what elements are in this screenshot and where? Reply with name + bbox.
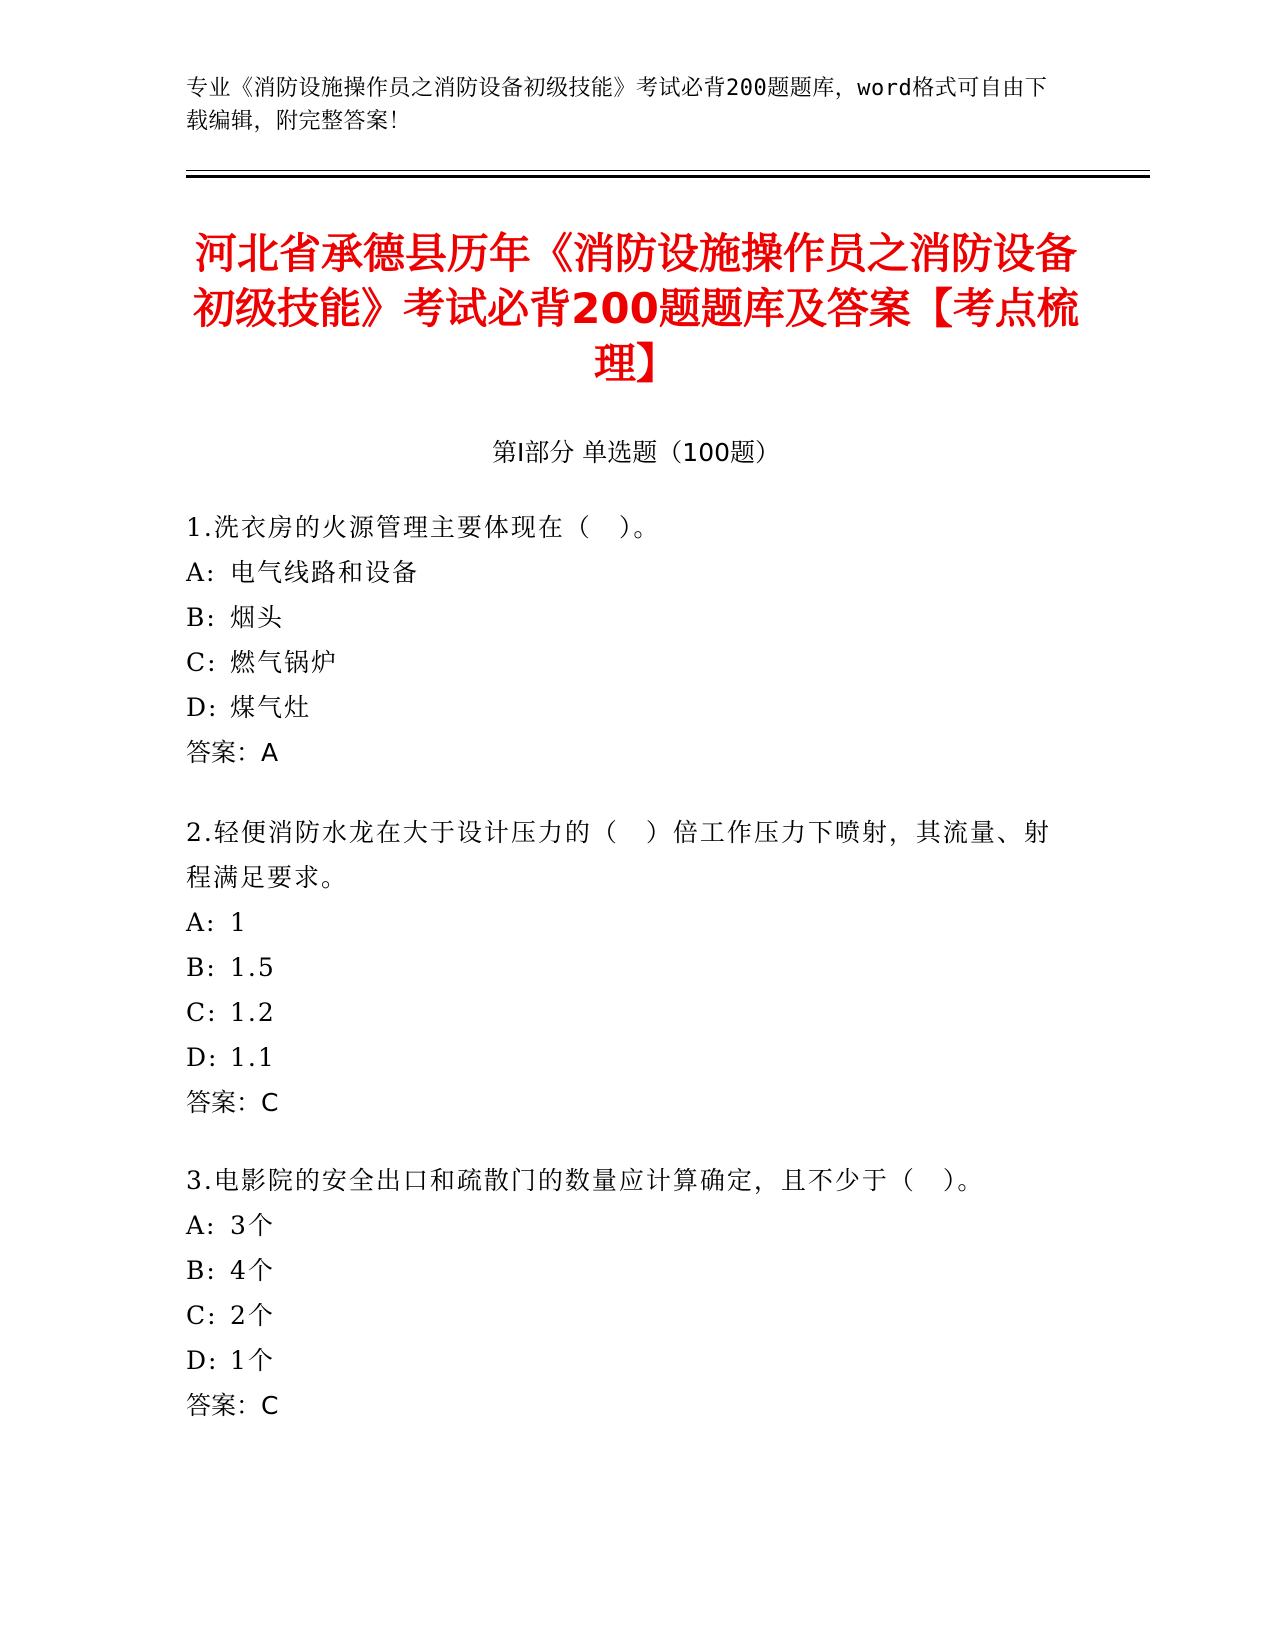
option-key: D: bbox=[186, 693, 219, 722]
option-text: 燃气锅炉 bbox=[230, 648, 339, 677]
option-a bbox=[186, 550, 1066, 595]
answer-line: 答案：A bbox=[186, 738, 279, 767]
option-key: A: bbox=[186, 558, 217, 587]
option-text: 煤气灶 bbox=[230, 693, 312, 722]
option-d bbox=[186, 1338, 1066, 1383]
document-title: 河北省承德县历年《消防设施操作员之消防设备初级技能》考试必背200题题库及答案【考点梳理】 bbox=[193, 229, 1079, 388]
option-key: B: bbox=[186, 953, 217, 982]
option-text: 1个 bbox=[230, 1346, 275, 1375]
answer-line: 答案：C bbox=[186, 1391, 279, 1420]
option-text: 1.2 bbox=[230, 998, 276, 1027]
option-text: 1.1 bbox=[230, 1043, 276, 1072]
option-c bbox=[186, 990, 1066, 1035]
option-c bbox=[186, 640, 1066, 685]
question-3 bbox=[186, 1158, 1066, 1428]
option-text: 2个 bbox=[230, 1301, 275, 1330]
option-key: A: bbox=[186, 1211, 217, 1240]
divider-thick bbox=[186, 175, 1150, 178]
option-text: 3个 bbox=[230, 1211, 275, 1240]
option-key: B: bbox=[186, 1256, 217, 1285]
option-key: A: bbox=[186, 908, 217, 937]
option-text: 电气线路和设备 bbox=[230, 558, 420, 587]
option-a bbox=[186, 1203, 1066, 1248]
divider-thin bbox=[186, 170, 1150, 171]
question-2 bbox=[186, 810, 1066, 1125]
answer-line: 答案：C bbox=[186, 1088, 279, 1117]
option-text: 4个 bbox=[230, 1256, 275, 1285]
option-d bbox=[186, 685, 1066, 730]
question-1 bbox=[186, 505, 1066, 775]
option-text: 1 bbox=[230, 908, 248, 937]
option-a bbox=[186, 900, 1066, 945]
option-key: C: bbox=[186, 648, 218, 677]
question-text: 2.轻便消防水龙在大于设计压力的（ ）倍工作压力下喷射，其流量、射程满足要求。 bbox=[186, 818, 1051, 892]
option-c bbox=[186, 1293, 1066, 1338]
option-b bbox=[186, 1248, 1066, 1293]
option-key: D: bbox=[186, 1043, 219, 1072]
option-b bbox=[186, 945, 1066, 990]
question-text: 1.洗衣房的火源管理主要体现在（ ）。 bbox=[186, 513, 661, 542]
question-text: 3.电影院的安全出口和疏散门的数量应计算确定，且不少于（ ）。 bbox=[186, 1166, 985, 1195]
option-text: 1.5 bbox=[230, 953, 276, 982]
option-key: B: bbox=[186, 603, 217, 632]
header-note: 专业《消防设施操作员之消防设备初级技能》考试必背200题题库，word格式可自由下载编辑，附完整答案！ bbox=[186, 76, 1048, 134]
option-d bbox=[186, 1035, 1066, 1080]
section-heading: 第Ⅰ部分 单选题（100题） bbox=[491, 438, 781, 467]
option-text: 烟头 bbox=[230, 603, 285, 632]
option-b bbox=[186, 595, 1066, 640]
option-key: D: bbox=[186, 1346, 219, 1375]
option-key: C: bbox=[186, 1301, 218, 1330]
option-key: C: bbox=[186, 998, 218, 1027]
